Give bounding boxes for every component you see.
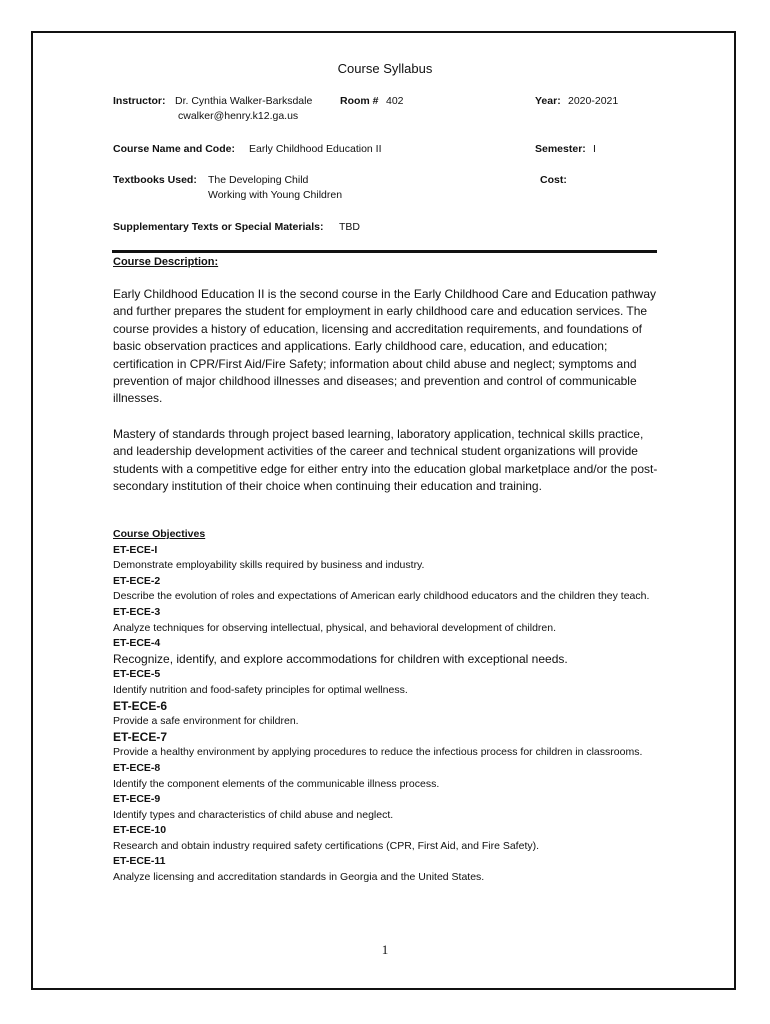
instructor-email: cwalker@henry.k12.ga.us [178,110,299,122]
supplementary-value: TBD [339,221,360,233]
objective-text: Describe the evolution of roles and expectations of American early childhood educators and the children they teach. [113,590,650,603]
semester-label: Semester: [535,143,586,155]
description-heading: Course Description: [113,256,219,268]
objective-code: ET-ECE-11 [113,855,166,868]
section-divider [112,250,657,253]
objective-text: Provide a healthy environment by applying procedures to reduce the infectious process for children in classrooms. [113,746,643,759]
supplementary-label: Supplementary Texts or Special Materials: [113,221,324,233]
objective-text: Identify nutrition and food-safety principles for optimal wellness. [113,683,408,696]
objective-code: ET-ECE-4 [113,637,161,650]
description-paragraph: Mastery of standards through project based learning, laboratory application, technical skills practice, and leadership development activities of the career and technical student organizations will provide students with a competitive edge for either entry into the education global marketplace and/or the post-secondary institution of their choice when continuing their education and training. [113,427,658,494]
objective-text: Analyze licensing and accreditation standards in Georgia and the United States. [113,871,485,884]
description-paragraph: Early Childhood Education II is the second course in the Early Childhood Care and Education pathway and further prepares the student for employment in early childhood care and education services. The course provides a history of education, licensing and accreditation requirements, and foundations of basic observation practices and applications. Early childhood care, education, and education; certification in CPR/First Aid/Fire Safety; information about child abuse and neglect; symptoms and prevention of major childhood illnesses and diseases; and prevention and control of communicable illnesses. [113,287,656,406]
objectives-list [113,527,663,886]
textbook-item: The Developing Child [208,174,309,186]
objective-code: ET-ECE-6 [113,698,168,713]
objective-code: ET-ECE-8 [113,761,161,774]
objectives-heading: Course Objectives [113,528,206,540]
objective-text: Identify types and characteristics of child abuse and neglect. [113,808,394,821]
textbooks-label: Textbooks Used: [113,174,197,186]
semester-value: I [593,143,596,155]
objective-code: ET-ECE-5 [113,668,161,681]
textbook-item: Working with Young Children [208,189,343,201]
page-title: Course Syllabus [337,61,433,76]
objective-code: ET-ECE-3 [113,605,161,618]
objective-code: ET-ECE-I [113,543,158,556]
objective-code: ET-ECE-2 [113,574,161,587]
objective-code: ET-ECE-10 [113,824,167,837]
room-label: Room # [340,95,379,107]
objective-text: Provide a safe environment for children. [113,715,299,728]
objective-text: Demonstrate employability skills required by business and industry. [113,559,425,572]
course-value: Early Childhood Education II [249,143,382,155]
objective-code: ET-ECE-7 [113,729,168,744]
cost-label: Cost: [540,174,567,186]
year-value: 2020-2021 [568,95,619,107]
room-value: 402 [386,95,404,107]
objective-text: Identify the component elements of the communicable illness process. [113,777,440,790]
course-label: Course Name and Code: [113,143,235,155]
page-number: 1 [381,942,389,957]
objective-text: Analyze techniques for observing intellectual, physical, and behavioral development of children. [113,621,557,634]
objective-text: Research and obtain industry required safety certifications (CPR, First Aid, and Fire Safety). [113,839,540,852]
year-label: Year: [535,95,561,107]
objective-code: ET-ECE-9 [113,793,161,806]
objective-text: Recognize, identify, and explore accommodations for children with exceptional needs. [113,651,568,666]
instructor-name: Dr. Cynthia Walker-Barksdale [175,95,313,107]
instructor-label: Instructor: [113,95,166,107]
